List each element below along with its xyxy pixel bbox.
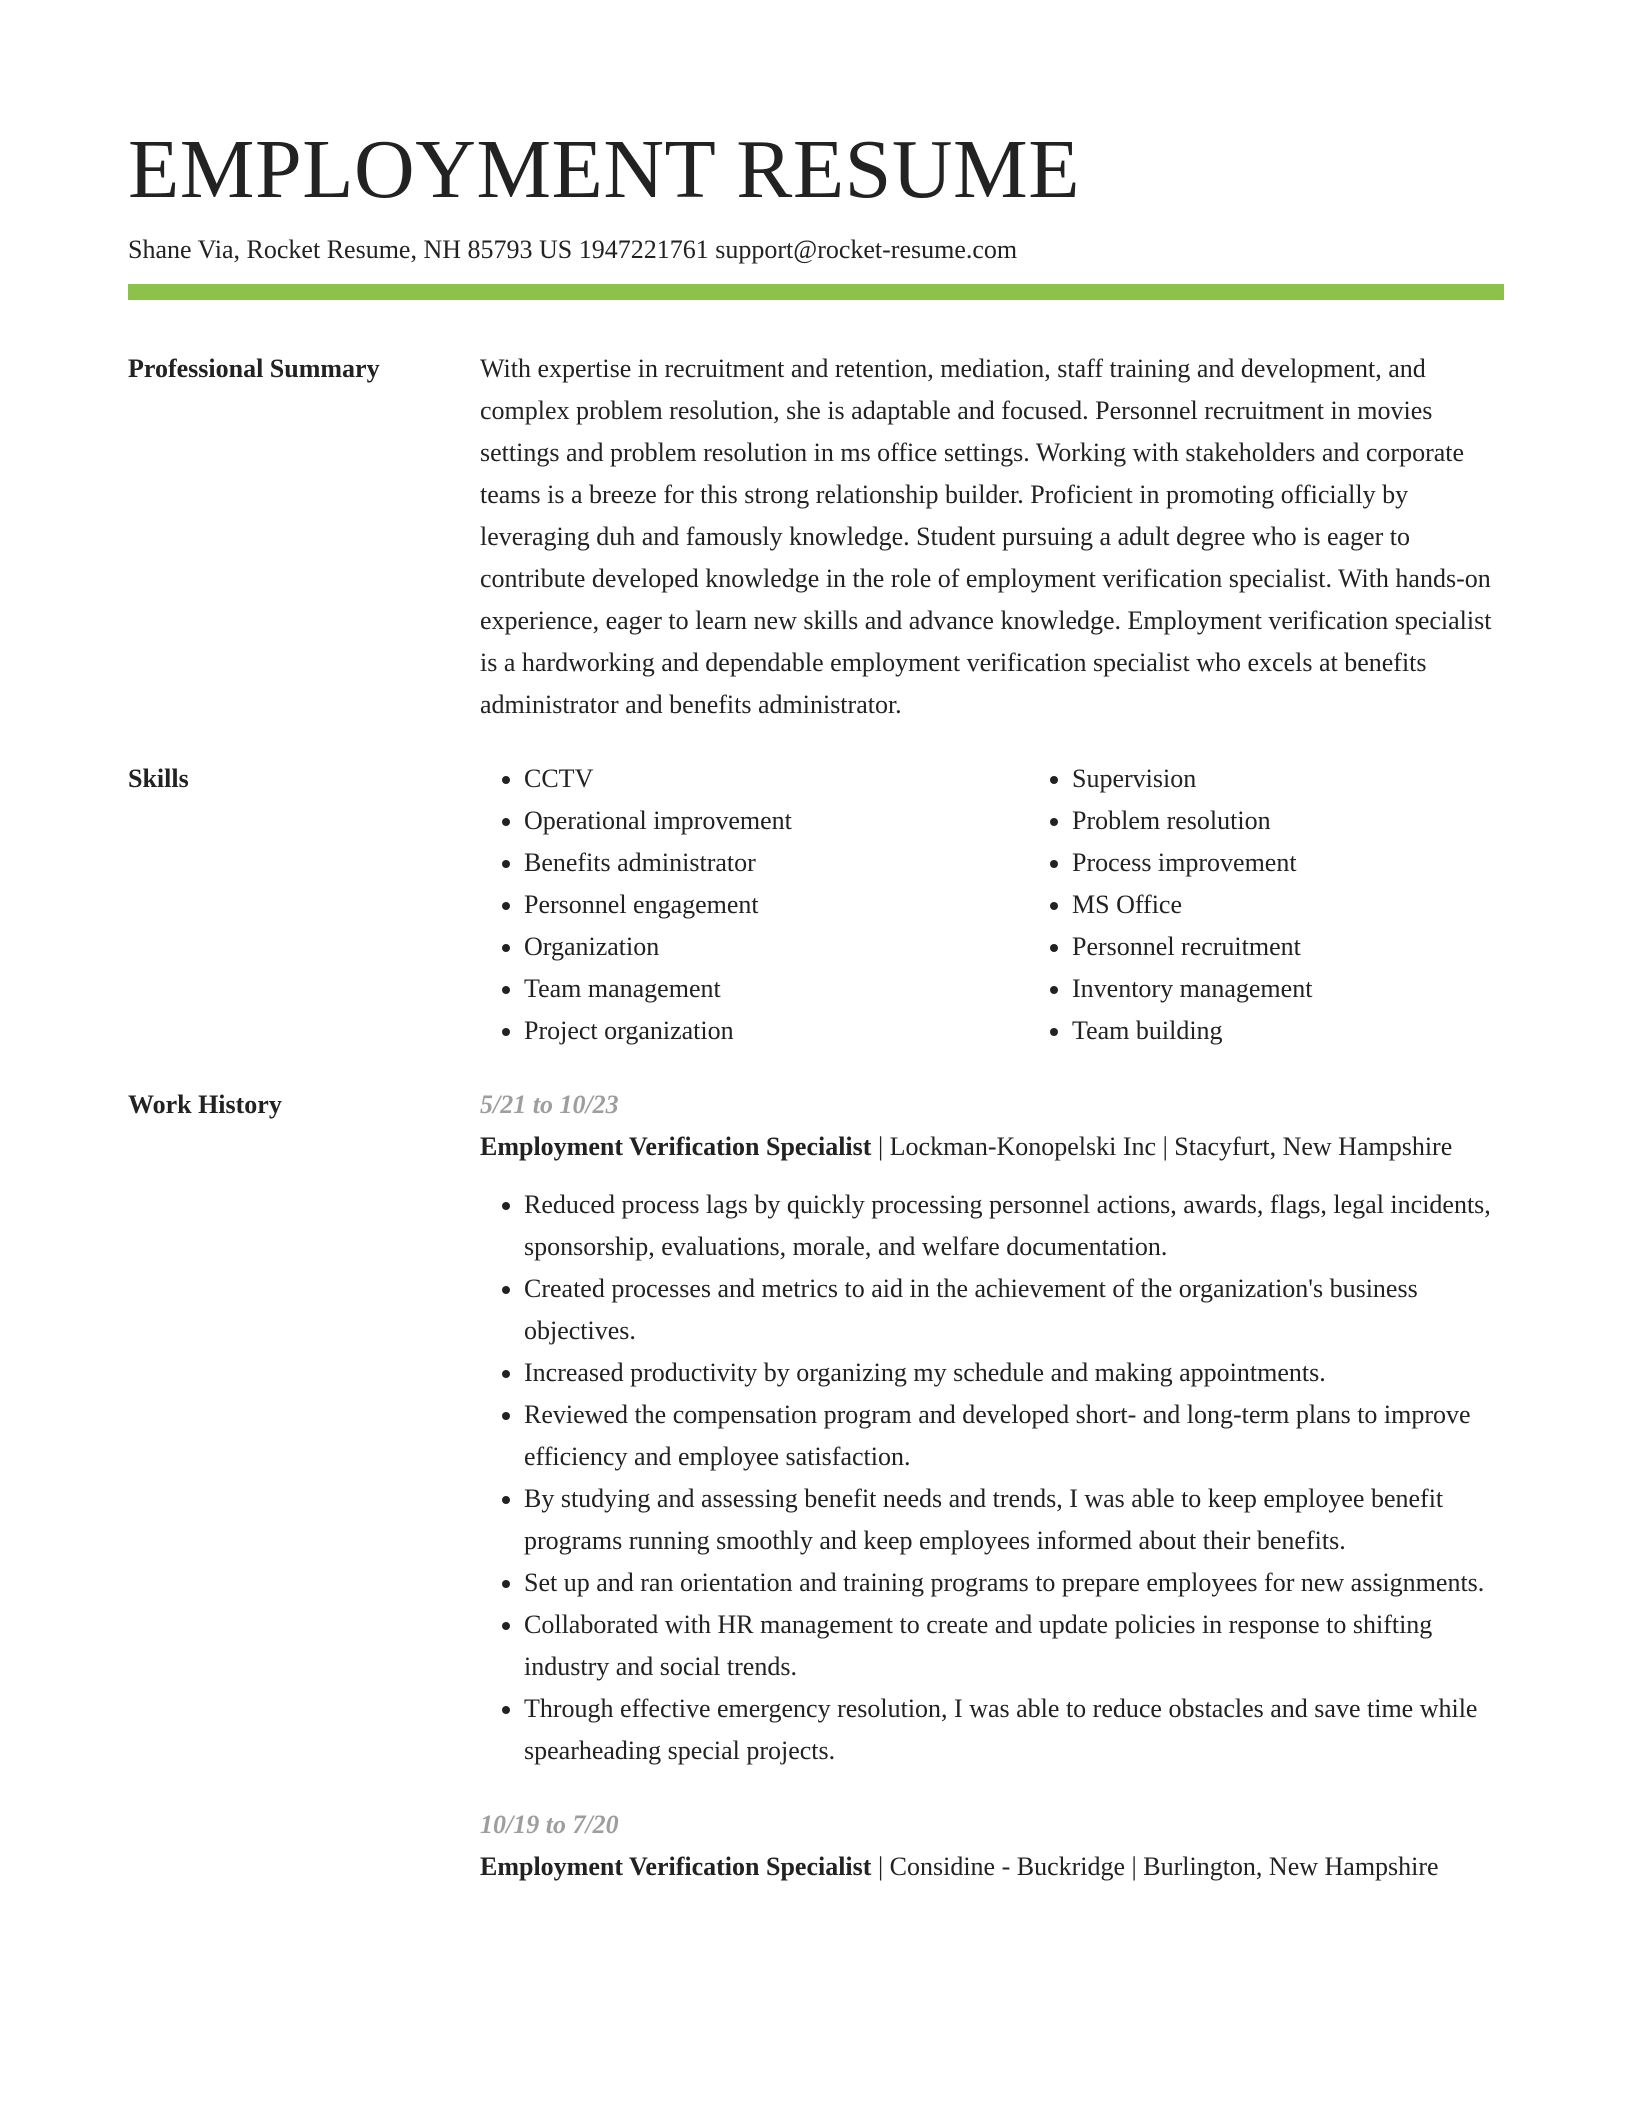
job-duty: • Increased productivity by organizing my schedule and making appointments.: [524, 1352, 1504, 1394]
job-entry: [480, 1804, 1504, 1888]
job-title-line: [480, 1846, 1504, 1888]
header-accent-rule: [128, 284, 1504, 300]
summary-heading: Professional Summary: [128, 354, 380, 383]
skill-item: • Problem resolution: [1072, 800, 1532, 842]
skill-item: • MS Office: [1072, 884, 1532, 926]
job-employer-location: | Lockman-Konopelski Inc | Stacyfurt, New Hampshire: [871, 1132, 1453, 1161]
job-entry: [480, 1084, 1504, 1772]
skills-list-right: [1028, 758, 1532, 1052]
skill-item: • Team building: [1072, 1010, 1532, 1052]
skill-item: • Personnel recruitment: [1072, 926, 1532, 968]
job-duty: • Through effective emergency resolution, I was able to reduce obstacles and save time while spearheading special projects.: [524, 1688, 1504, 1772]
work-history-entries: [480, 1084, 1504, 1888]
skill-item: • Inventory management: [1072, 968, 1532, 1010]
resume-page: [128, 0, 1504, 1888]
job-title-line: [480, 1126, 1504, 1168]
skill-item: • Benefits administrator: [524, 842, 984, 884]
skills-list-left: [480, 758, 984, 1052]
job-dates: 5/21 to 10/23: [480, 1090, 619, 1119]
summary-section: [128, 348, 1504, 726]
skill-item: • Project organization: [524, 1010, 984, 1052]
work-history-section: [128, 1084, 1504, 1888]
skill-item: • Team management: [524, 968, 984, 1010]
summary-text: With expertise in recruitment and retention, mediation, staff training and development, and complex problem resolution, she is adaptable and focused. Personnel recruitment in movies settings and problem resolution in ms office settings. Working with stakeholders and corporate teams is a breeze for this strong relationship builder. Proficient in promoting officially by leveraging duh and famously knowledge. Student pursuing a adult degree who is eager to contribute developed knowledge in the role of employment verification specialist. With hands-on experience, eager to learn new skills and advance knowledge. Employment verification specialist is a hardworking and dependable employment verification specialist who excels at benefits administrator and benefits administrator.: [480, 354, 1492, 719]
skill-item: • Personnel engagement: [524, 884, 984, 926]
skill-item: • CCTV: [524, 758, 984, 800]
skill-item: • Process improvement: [1072, 842, 1532, 884]
job-employer-location: | Considine - Buckridge | Burlington, New Hampshire: [871, 1852, 1439, 1881]
job-duty: • Created processes and metrics to aid in the achievement of the organization's business objectives.: [524, 1268, 1504, 1352]
work-history-heading: Work History: [128, 1090, 282, 1119]
skills-section: [128, 758, 1504, 1052]
resume-title: EMPLOYMENT RESUME: [128, 123, 1081, 216]
job-duty: • Reviewed the compensation program and developed short- and long-term plans to improve efficiency and employee satisfaction.: [524, 1394, 1504, 1478]
skills-heading: Skills: [128, 764, 189, 793]
job-duty: • Reduced process lags by quickly processing personnel actions, awards, flags, legal incidents, sponsorship, evaluations, morale, and welfare documentation.: [524, 1184, 1504, 1268]
skills-columns: [480, 758, 1504, 1052]
skill-item: • Supervision: [1072, 758, 1532, 800]
job-dates: 10/19 to 7/20: [480, 1810, 619, 1839]
contact-line: Shane Via, Rocket Resume, NH 85793 US 1947221761 support@rocket-resume.com: [128, 235, 1018, 264]
job-duty: • Set up and ran orientation and training programs to prepare employees for new assignments.: [524, 1562, 1504, 1604]
skill-item: • Operational improvement: [524, 800, 984, 842]
job-duty: • By studying and assessing benefit needs and trends, I was able to keep employee benefit programs running smoothly and keep employees informed about their benefits.: [524, 1478, 1504, 1562]
job-role: Employment Verification Specialist: [480, 1132, 872, 1161]
skill-item: • Organization: [524, 926, 984, 968]
job-duty: • Collaborated with HR management to create and update policies in response to shifting industry and social trends.: [524, 1604, 1504, 1688]
job-role: Employment Verification Specialist: [480, 1852, 872, 1881]
job-duties-list: [480, 1184, 1504, 1772]
